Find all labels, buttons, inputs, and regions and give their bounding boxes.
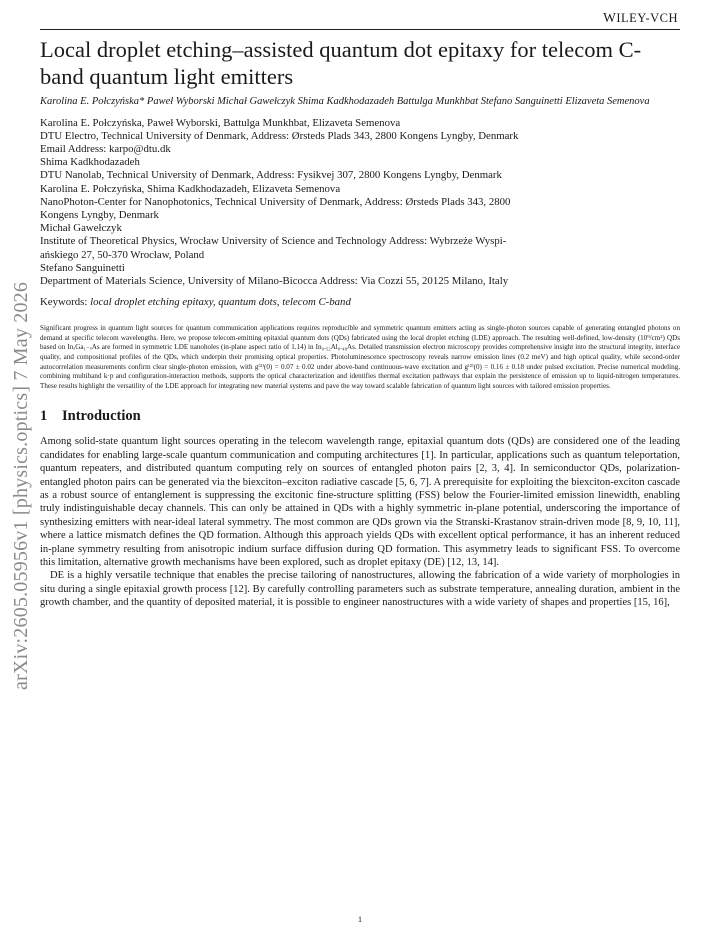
- publisher-initial: W: [603, 10, 617, 25]
- keywords-value: local droplet etching epitaxy, quantum dots, telecom C-band: [90, 296, 351, 309]
- page-number: 1: [357, 914, 363, 924]
- paper-title: Local droplet etching–assisted quantum dot epitaxy for telecom C-band quantum light emitters: [40, 37, 642, 89]
- body-text: [40, 435, 680, 609]
- keywords-label: Keywords:: [40, 296, 91, 309]
- affiliation-line: ańskiego 27, 50-370 Wrocław, Poland: [40, 248, 205, 261]
- affiliation-line: Kongens Lyngby, Denmark: [40, 208, 159, 221]
- header-rule: [40, 29, 680, 30]
- affiliation-line: Department of Materials Science, University of Milano-Bicocca Address: Via Cozzi 55, 20125 Milano, Italy: [40, 274, 509, 287]
- author-list: Karolina E. Połczyńska* Paweł Wyborski Michał Gawełczyk Shima Kadkhodazadeh Battulga Munkhbat Stefano Sanguinetti Elizaveta Semenova: [40, 96, 650, 107]
- publisher-suffix: -VCH: [645, 11, 678, 25]
- affiliation-line: Institute of Theoretical Physics, Wrocław University of Science and Technology Address: Wybrzeże Wyspi-: [40, 235, 507, 248]
- paragraph: Among solid-state quantum light sources operating in the telecom wavelength range, epitaxial quantum dots (QDs) are considered one of the leading candidates for enabling large-scale quantum communication and computing architectures [1]. In particular, applications such as quantum teleportation, quantum repeaters, and distributed quantum computing rely on sources of entangled photon pairs [2, 3, 4]. In semiconductor QDs, polarization-entangled photon pairs can be generated via the biexciton–exciton radiative cascade [5, 6, 7]. A prerequisite for exploiting the biexciton-exciton cascade as a robust source of entanglement is suppressing the excitonic fine-structure splitting (FSS) below the Fourier-limited emission linewidth, enabling truly indistinguishable decay channels. This can only be attained in QDs with a highly symmetric in-plane potential, underscoring the importance of synthesizing emitters with near-ideal lateral symmetry. The most common are QDs grown via the Stranski-Krastanov strain-driven mode [8, 9, 10, 11], where a lattice mismatch defines the QD formation. Although this approach yields QDs with excellent optical performance, it has an inherent reduced in-plane symmetry resulting from anisotropic indium surface diffusion during QD formation. This asymmetry leads to significant FSS. To overcome this limitation, alternative growth mechanisms have been explored, such as droplet epitaxy (DE) [12, 13, 14].: [40, 436, 680, 568]
- affiliation-line: NanoPhoton-Center for Nanophotonics, Technical University of Denmark, Address: Ørsteds Plads 343, 2800: [40, 195, 511, 208]
- keywords: [40, 296, 680, 308]
- publisher-logo: [603, 10, 678, 26]
- affiliation-line: DTU Electro, Technical University of Denmark, Address: Ørsteds Plads 343, 2800 Kongens Lyngby, Denmark: [40, 129, 519, 142]
- affiliation-line: Stefano Sanguinetti: [40, 261, 125, 274]
- affiliation-line: Email Address: karpo@dtu.dk: [40, 142, 171, 155]
- affiliation-line: Karolina E. Połczyńska, Shima Kadkhodazadeh, Elizaveta Semenova: [40, 182, 341, 195]
- section-heading: [40, 408, 680, 425]
- paragraph: DE is a highly versatile technique that enables the precise tailoring of nanostructures, allowing the fabrication of a wide variety of morphologies in situ during a single epitaxial growth process [12]. By carefully controlling parameters such as substrate temperature, annealing duration, ambient in the growth chamber, and the quantity of deposited material, it is possible to engineer nanostructures with a wide variety of shapes and properties [15, 16],: [40, 570, 680, 609]
- abstract: Significant progress in quantum light sources for quantum communication applications requires reproducible and symmetric quantum emitters acting as single-photon sources capable of generating entangled photons on demand at specific telecom wavelengths. Here, we propose telecom-emitting epitaxial quantum dots (QDs) fabricated using the local droplet etching (LDE) approach. The resulting well-defined, low-density (10⁹/cm²) QDs based on InₓGa₁₋ₓAs are formed in symmetric LDE nanoholes (in-plane aspect ratio of 1.14) in In₀.₅₂Al₀.₄₈As. Detailed transmission electron microscopy provides comprehensive insight into the structural integrity, interface quality, and compositional profiles of the QDs, which underpin their promising optical properties. Photoluminescence spectroscopy reveals narrow emission lines (0.2 meV) and high optical quality, while second-order autocorrelation measurements confirm clear single-photon emission, with g⁽²⁾(0) = 0.07 ± 0.02 under above-band continuous-wave excitation and g⁽²⁾(0) = 0.16 ± 0.18 under pulsed excitation. Precise numerical modeling, combining multiband k·p and configuration-interaction methods, supports the optical characterization and identifies thermal excitation pathways that explain the persistence of emission up to liquid-nitrogen temperatures. These results highlight the versatility of the LDE approach for integrating new material systems and pave the way toward scalable fabrication of quantum light sources with tailored emission properties.: [40, 324, 680, 390]
- affiliation-line: Michał Gawełczyk: [40, 222, 122, 235]
- affiliations: [40, 117, 680, 289]
- publisher-name: ILEY: [616, 11, 646, 25]
- affiliation-line: DTU Nanolab, Technical University of Denmark, Address: Fysikvej 307, 2800 Kongens Lyngby, Denmark: [40, 169, 502, 182]
- affiliation-line: Shima Kadkhodazadeh: [40, 156, 140, 169]
- section-title: Introduction: [62, 408, 141, 425]
- paper-content: [40, 36, 680, 610]
- arxiv-identifier: arXiv:2605.05956v1 [physics.optics] 7 May 2026: [10, 281, 32, 690]
- section-number: 1: [40, 408, 48, 425]
- affiliation-line: Karolina E. Połczyńska, Paweł Wyborski, Battulga Munkhbat, Elizaveta Semenova: [40, 116, 401, 129]
